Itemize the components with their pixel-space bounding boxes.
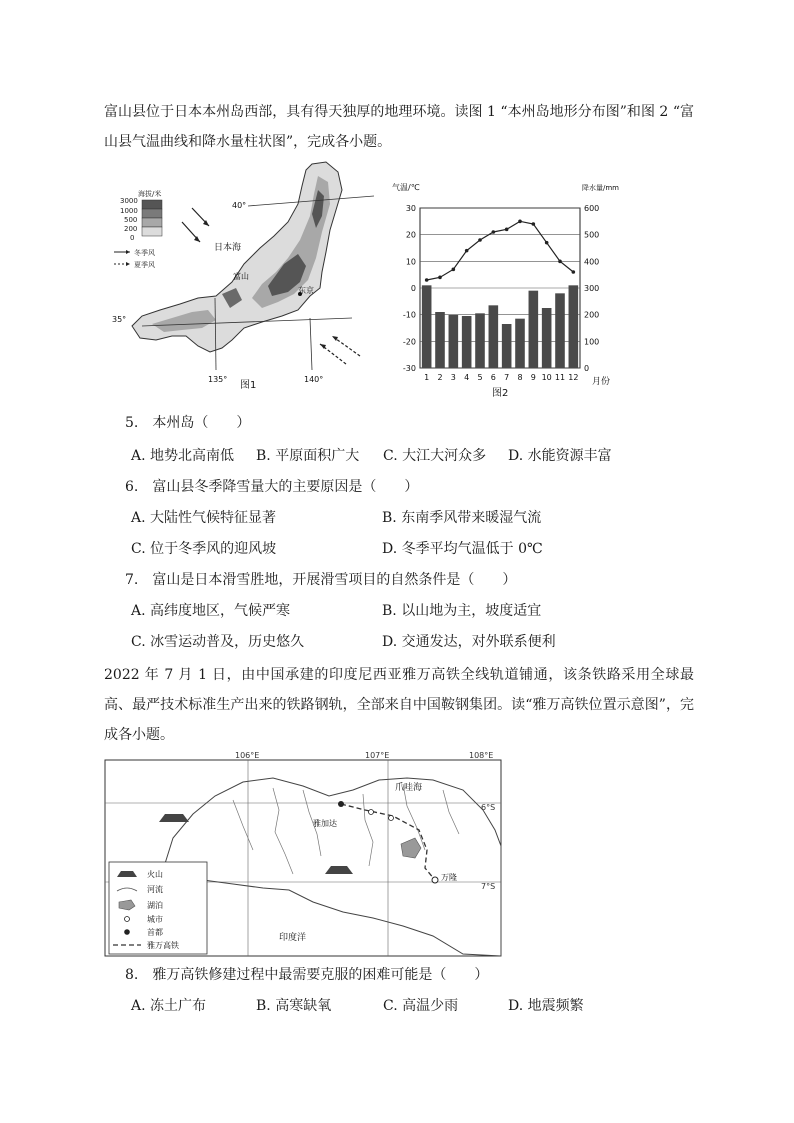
q8-option-c[interactable]: C. 高温少雨 (383, 998, 459, 1014)
temperature-point (492, 230, 496, 234)
precip-bar (515, 319, 525, 368)
question-7-stem: 7. 富山是日本滑雪胜地，开展滑雪项目的自然条件是（ ） (125, 572, 517, 588)
month-tick-label: 11 (554, 373, 566, 382)
q8-option-d[interactable]: D. 地震频繁 (508, 998, 584, 1014)
month-tick-label: 1 (424, 373, 430, 382)
legend-summer-wind: 夏季风 (134, 261, 155, 269)
elev-label-200: 200 (124, 225, 138, 233)
q7-option-d[interactable]: D. 交通发达，对外联系便利 (382, 634, 556, 650)
month-tick-label: 3 (450, 373, 456, 382)
q7-option-a[interactable]: A. 高纬度地区，气候严寒 (131, 603, 291, 619)
figure-1-honshu-map (112, 160, 374, 392)
question-6-stem: 6. 富山县冬季降雪量大的主要原因是（ ） (125, 479, 419, 495)
precip-tick-label: 0 (584, 364, 590, 373)
precip-bar (502, 324, 512, 368)
temp-tick-label: -30 (402, 364, 416, 373)
month-tick-label: 7 (504, 373, 510, 382)
precip-bar (475, 313, 485, 368)
label-jakarta: 雅加达 (313, 819, 337, 828)
precip-bar (542, 308, 552, 368)
legend-title-elevation: 海拔/米 (138, 190, 162, 198)
precip-tick-label: 500 (584, 230, 600, 240)
temperature-point (505, 228, 509, 232)
label-sea-of-japan: 日本海 (214, 243, 242, 253)
temp-tick-label: -20 (402, 337, 416, 347)
month-tick-label: 2 (437, 373, 443, 382)
q7-option-c[interactable]: C. 冰雪运动普及，历史悠久 (131, 634, 305, 650)
label-bandung: 万隆 (441, 873, 457, 882)
temperature-point (545, 241, 549, 245)
temperature-point (478, 238, 482, 242)
month-tick-label: 10 (541, 373, 552, 382)
label-java-sea: 爪哇海 (395, 783, 423, 793)
temperature-point (558, 260, 562, 264)
temperature-point (518, 220, 522, 224)
lon-label-107: 107°E (365, 751, 390, 760)
figure-2-climate-chart (390, 178, 628, 398)
lon-label-135: 135° (208, 375, 228, 384)
temperature-line (427, 221, 574, 280)
legend-winter-wind: 冬季风 (134, 249, 155, 257)
temperature-point (465, 249, 469, 253)
legend-capital: 首都 (147, 928, 163, 937)
temp-tick-label: -10 (402, 310, 416, 320)
precip-bar (449, 315, 459, 368)
temp-tick-label: 10 (405, 257, 416, 267)
q5-option-c[interactable]: C. 大江大河众多 (383, 448, 487, 464)
precip-bar (529, 291, 539, 368)
intro-paragraph-2: 2022 年 7 月 1 日，由中国承建的印度尼西亚雅万高铁全线轨道铺通，该条铁路采用全球最高、最严技术标准生产出来的铁路钢轨，全部来自中国鞍钢集团。读“雅万高铁位置示意图”，完成各小题。 (104, 667, 694, 743)
lat-label-40: 40° (232, 201, 247, 210)
month-axis-unit: 月份 (592, 377, 611, 387)
month-tick-label: 5 (477, 373, 483, 382)
lat-label-35: 35° (112, 315, 127, 324)
q6-option-a[interactable]: A. 大陆性气候特征显著 (131, 510, 277, 526)
month-tick-label: 8 (517, 373, 523, 382)
legend-city: 城市 (147, 915, 163, 924)
elev-label-500: 500 (124, 216, 138, 224)
precip-bar (569, 285, 579, 368)
q8-option-a[interactable]: A. 冻土广布 (131, 998, 207, 1014)
precip-bar (555, 293, 565, 368)
q5-option-a[interactable]: A. 地势北高南低 (131, 448, 235, 464)
lon-label-108: 108°E (469, 751, 494, 760)
legend-hsr: 雅万高铁 (147, 941, 179, 950)
legend-river: 河流 (147, 885, 163, 894)
q6-option-d[interactable]: D. 冬季平均气温低于 0℃ (382, 541, 543, 557)
elev-label-0: 0 (130, 234, 135, 242)
q8-option-b[interactable]: B. 高寒缺氧 (256, 998, 332, 1014)
figure-1-caption: 图1 (240, 380, 257, 391)
month-tick-label: 12 (568, 373, 579, 382)
q6-option-c[interactable]: C. 位于冬季风的迎风坡 (131, 541, 277, 557)
precip-bar (435, 312, 445, 368)
precip-tick-label: 100 (584, 337, 600, 347)
precip-bar (462, 316, 472, 368)
q6-option-b[interactable]: B. 东南季风带来暖湿气流 (382, 510, 542, 526)
lat-label-6s: 6°S (481, 803, 496, 812)
temp-tick-label: 30 (405, 204, 416, 213)
temp-tick-label: 20 (405, 230, 416, 240)
label-indian-ocean: 印度洋 (279, 933, 307, 943)
legend-lake: 湖泊 (147, 901, 163, 910)
temperature-point (438, 276, 442, 280)
precip-axis-title: 降水量/mm (582, 184, 619, 192)
temp-axis-title: 气温/℃ (392, 183, 420, 192)
temp-tick-label: 0 (410, 284, 416, 293)
precip-tick-label: 600 (584, 204, 600, 213)
elev-label-1000: 1000 (120, 207, 138, 215)
lon-label-106: 106°E (235, 751, 260, 760)
precip-tick-label: 300 (584, 284, 600, 293)
q5-option-b[interactable]: B. 平原面积广大 (256, 448, 360, 464)
precip-bar (422, 285, 432, 368)
legend-volcano: 火山 (147, 870, 163, 879)
intro-paragraph-1: 富山县位于日本本州岛西部，具有得天独厚的地理环境。读图 1 “本州岛地形分布图”和图 2 “富山县气温曲线和降水量柱状图”，完成各小题。 (104, 104, 694, 150)
q5-option-d[interactable]: D. 水能资源丰富 (508, 448, 612, 464)
figure-3-hsr-map (103, 750, 503, 960)
question-5-stem: 5. 本州岛（ ） (125, 415, 251, 431)
label-tokyo: 东京 (298, 286, 314, 295)
question-8-stem: 8. 雅万高铁修建过程中最需要克服的困难可能是（ ） (125, 967, 489, 983)
temperature-point (572, 270, 576, 274)
month-tick-label: 4 (464, 373, 470, 382)
elev-label-3000: 3000 (120, 197, 138, 205)
month-tick-label: 6 (490, 373, 496, 382)
lat-label-7s: 7°S (481, 882, 496, 891)
precip-bar (489, 305, 499, 368)
figure-2-caption: 图2 (492, 388, 509, 398)
temperature-point (532, 222, 536, 226)
precip-tick-label: 400 (584, 257, 600, 267)
lon-label-140: 140° (304, 375, 324, 384)
month-tick-label: 9 (530, 373, 536, 382)
q7-option-b[interactable]: B. 以山地为主，坡度适宜 (382, 603, 542, 619)
temperature-point (452, 268, 456, 272)
precip-tick-label: 200 (584, 310, 600, 320)
temperature-point (425, 278, 429, 282)
label-toyama: 富山 (233, 272, 249, 281)
